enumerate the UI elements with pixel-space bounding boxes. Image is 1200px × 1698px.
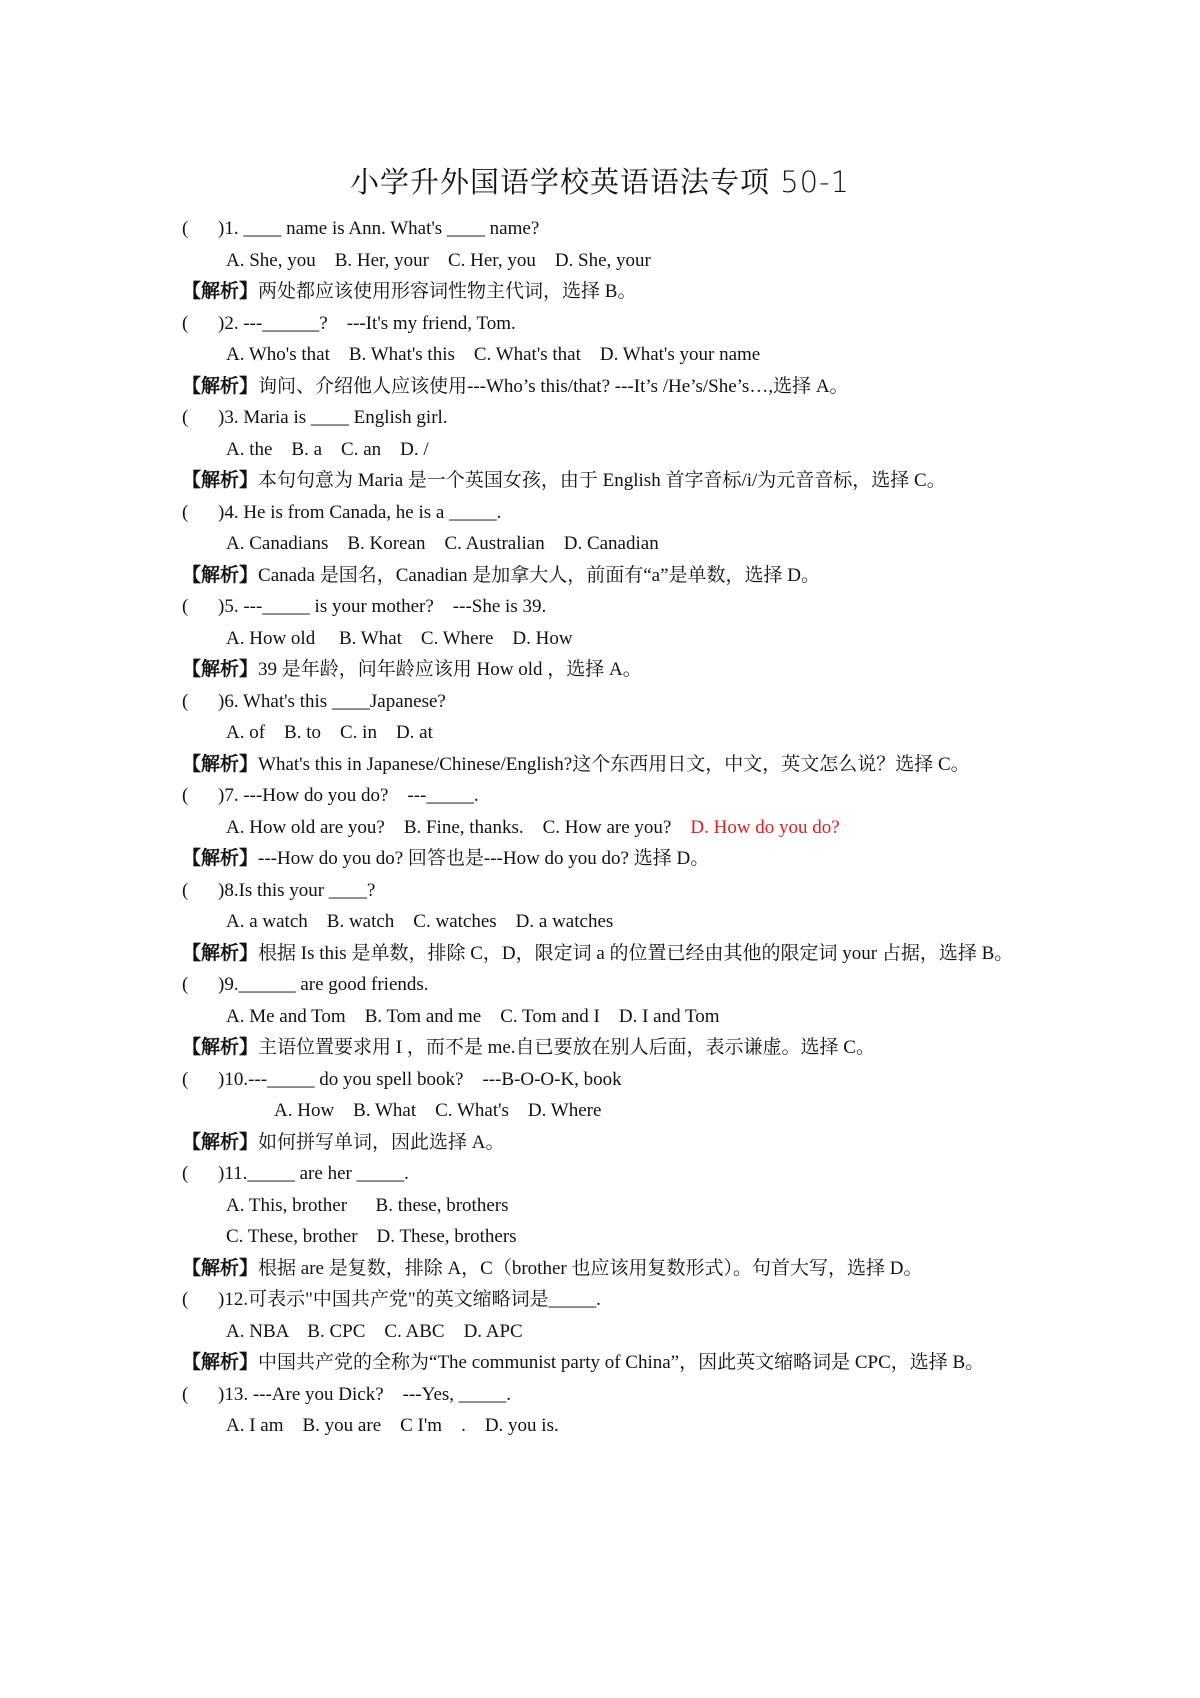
options-12: A. NBA B. CPC C. ABC D. APC [226,1320,523,1342]
analysis-2: 【解析】询问、介绍他人应该使用---Who’s this/that? ---It’s /He’s/She’s…,选择 A。 [182,375,849,397]
question-11: ( )11._____ are her _____. [182,1163,409,1184]
analysis-12: 【解析】中国共产党的全称为“The communist party of China”，因此英文缩略词是 CPC，选择 B。 [182,1352,985,1373]
page-title: 小学升外国语学校英语语法专项 50-1 [349,165,851,199]
analysis-3: 【解析】本句句意为 Maria 是一个英国女孩，由于 English 首字音标/i/为元音音标，选择 C。 [182,470,946,491]
question-2: ( )2. ---______? ---It's my friend, Tom. [182,312,516,334]
options-6: A. of B. to C. in D. at [226,722,433,743]
analysis-6: 【解析】What's this in Japanese/Chinese/English?这个东西用日文，中文，英文怎么说？选择 C。 [182,753,970,775]
analysis-9: 【解析】主语位置要求用 I ，而不是 me.自已要放在别人后面，表示谦虚。选择 C。 [182,1037,875,1058]
highlighted-answer: D. How do you do? [690,816,840,838]
question-10: ( )10.---_____ do you spell book? ---B-O-O-K, book [182,1068,622,1090]
options-9: A. Me and Tom B. Tom and me C. Tom and I D. I and Tom [226,1005,720,1027]
question-1: ( )1. ____ name is Ann. What's ____ name? [182,218,540,239]
analysis-7: 【解析】---How do you do? 回答也是---How do you do? 选择 D。 [182,848,710,869]
options-2: A. Who's that B. What's this C. What's that D. What's your name [226,344,761,365]
analysis-11: 【解析】根据 are 是复数，排除 A，C（brother 也应该用复数形式）。句首大写，选择 D。 [182,1257,923,1279]
question-5: ( )5. ---_____ is your mother? ---She is 39. [182,596,547,617]
analysis-10: 【解析】如何拼写单词，因此选择 A。 [182,1131,505,1153]
options-1: A. She, you B. Her, your C. Her, you D. She, your [226,249,651,271]
analysis-8: 【解析】根据 Is this 是单数，排除 C，D，限定词 a 的位置已经由其他的限定词 your 占据，选择 B。 [182,942,1014,964]
question-4: ( )4. He is from Canada, he is a _____. [182,501,502,523]
options-4: A. Canadians B. Korean C. Australian D. Canadian [226,533,659,554]
options-8: A. a watch B. watch C. watches D. a watches [226,911,614,932]
question-6: ( )6. What's this ____Japanese? [182,690,446,712]
analysis-5: 【解析】39 是年龄，问年龄应该用 How old ，选择 A。 [182,659,642,680]
question-9: ( )9.______ are good friends. [182,974,429,995]
question-13: ( )13. ---Are you Dick? ---Yes, _____. [182,1383,512,1405]
options-5: A. How old B. What C. Where D. How [226,627,573,649]
question-8: ( )8.Is this your ____? [182,879,376,901]
options-7: A. How old are you? B. Fine, thanks. C. How are you? D. How do you do? [226,816,840,838]
options-10: A. How B. What C. What's D. Where [274,1100,602,1121]
options-13: A. I am B. you are C I'm . D. you is. [226,1415,559,1436]
analysis-1: 【解析】两处都应该使用形容词性物主代词，选择 B。 [182,281,637,302]
question-3: ( )3. Maria is ____ English girl. [182,407,448,428]
question-7: ( )7. ---How do you do? ---_____. [182,785,479,806]
question-list [182,213,1022,1442]
options-11-row1: A. This, brother B. these, brothers [226,1194,509,1216]
options-3: A. the B. a C. an D. / [226,438,429,460]
options-11-row2: C. These, brother D. These, brothers [226,1226,517,1247]
question-12: ( )12.可表示"中国共产党"的英文缩略词是_____. [182,1289,601,1310]
analysis-4: 【解析】Canada 是国名，Canadian 是加拿大人，前面有“a”是单数，选择 D。 [182,564,821,586]
